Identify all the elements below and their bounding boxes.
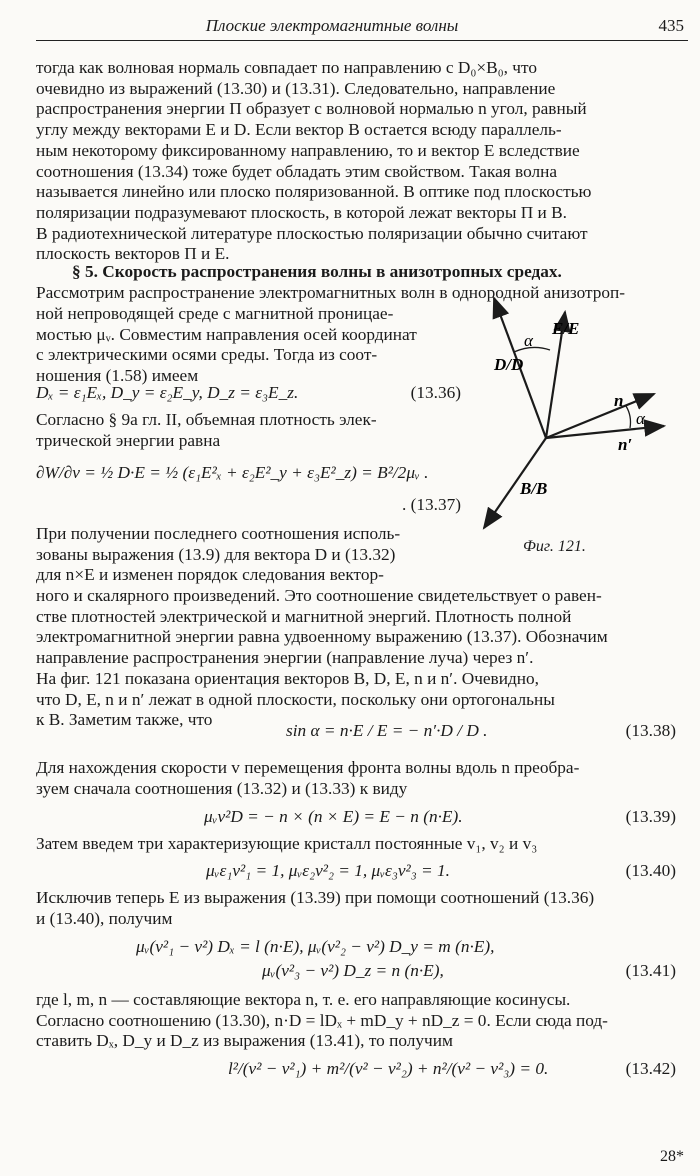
text-line: направление распространения энергии (направление луча) через n′. [36, 648, 534, 668]
text-line: тогда как волновая нормаль совпадает по направлению с D₀×B₀, что [36, 58, 537, 77]
text-line: Затем введем три характеризующие кристалл постоянные v₁, v₂ и v₃ [36, 834, 538, 853]
paragraph-energy-equality [36, 586, 688, 731]
page-number: 435 [658, 16, 684, 35]
equation-13-37 [36, 462, 461, 484]
label-B: B/B [520, 479, 548, 498]
running-title: Плоские электромагнитные волны [205, 16, 459, 35]
equation-body: Dₓ = ε₁Eₓ, D_y = ε₂E_y, D_z = ε₃E_z. [36, 383, 299, 402]
text-line: ношения (1.58) имеем [36, 366, 199, 386]
label-alpha-top: α [524, 331, 533, 350]
text-line: где l, m, n — составляющие вектора n, т. е. его направляющие косинусы. [36, 990, 571, 1009]
equation-number: (13.41) [625, 961, 676, 980]
vector-n-prime-arrow [546, 426, 664, 438]
equation-body: ∂W/∂v = ½ D·E = ½ (ε₁E²ₓ + ε₂E²_y + ε₃E²_z) = B²/2μᵥ . [36, 463, 429, 482]
angle-arc-right [626, 406, 631, 428]
equation-number: (13.42) [625, 1059, 676, 1078]
text-line: электромагнитной энергии равна удвоенному выражению (13.37). Обозначим [36, 627, 608, 647]
section-title: § 5. Скорость распространения волны в анизотропных средах. [72, 262, 562, 281]
paragraph-energy-density [36, 410, 461, 451]
paragraph-anisotropic [36, 304, 461, 387]
label-n: n [614, 391, 624, 410]
text-line: поляризации подразумевают плоскость, в которой лежат векторы П и B. [36, 202, 567, 222]
text-line: и (13.40), получим [36, 908, 173, 928]
label-n-prime: n′ [618, 435, 633, 454]
equation-body: μᵥ(v²₃ − v²) D_z = n (n·E), [262, 961, 444, 980]
text-line: Рассмотрим распространение электромагнитных волн в однородной анизотроп- [36, 283, 626, 302]
equation-number: (13.40) [625, 861, 676, 880]
vector-diagram [458, 290, 688, 550]
text-line: Согласно § 9а гл. II, объемная плотность элек- [36, 410, 377, 429]
paragraph-polarization [36, 58, 688, 265]
text-line: мостью μᵥ. Совместим направления осей координат [36, 324, 417, 344]
equation-13-36 [36, 382, 461, 404]
text-line: ставить Dₓ, D_y и D_z из выражения (13.41), то получим [36, 1031, 453, 1051]
paragraph-constants [36, 834, 688, 855]
figure-caption: Фиг. 121. [523, 538, 586, 555]
equation-number: (13.39) [625, 807, 676, 826]
equation-body: l²/(v² − v²₁) + m²/(v² − v²₂) + n²/(v² − v²₃) = 0. [228, 1059, 549, 1078]
equation-body: sin α = n·E / E = − n′·D / D . [286, 721, 488, 740]
text-line: что D, E, n и n′ лежат в одной плоскости, поскольку они ортогональны [36, 689, 555, 709]
label-D: D/D [494, 355, 524, 374]
text-line: Согласно соотношению (13.30), n·D = lDₓ + mD_y + nD_z = 0. Если сюда под- [36, 1010, 608, 1030]
text-line: к B. Заметим также, что [36, 710, 213, 730]
equation-body: μᵥ(v²₁ − v²) Dₓ = l (n·E), μᵥ(v²₂ − v²) D_y = m (n·E), [136, 937, 495, 956]
equation-body: μᵥv²D = − n × (n × E) = E − n (n·E). [204, 807, 463, 826]
text-line: для n×E и изменен порядок следования вектор- [36, 565, 384, 585]
text-line: называется линейно или плоско поляризованной. В оптике под плоскостью [36, 182, 592, 202]
text-line: очевидно из выражений (13.30) и (13.31). Следовательно, направление [36, 78, 556, 98]
text-line: Исключив теперь E из выражения (13.39) при помощи соотношений (13.36) [36, 888, 595, 907]
equation-body: μᵥε₁v²₁ = 1, μᵥε₂v²₂ = 1, μᵥε₃v²₃ = 1. [206, 861, 450, 880]
equation-number: (13.36) [410, 383, 461, 402]
text-line: соотношения (13.34) тоже будет обладать этим свойством. Такая волна [36, 161, 558, 181]
label-alpha-right: α [636, 409, 645, 428]
text-line: В радиотехнической литературе плоскостью поляризации обычно считают [36, 223, 588, 243]
text-line: плоскость векторов П и E. [36, 244, 230, 264]
equation-number: . (13.37) [401, 495, 461, 514]
paragraph-derivation [36, 524, 461, 586]
text-line: трической энергии равна [36, 430, 221, 450]
equation-number: (13.38) [625, 721, 676, 740]
text-line: ным некоторому фиксированному направлению, то и вектор E вследствие [36, 140, 580, 160]
text-line: зуем сначала соотношения (13.32) и (13.33) к виду [36, 778, 408, 798]
figure-121 [458, 290, 688, 550]
signature-mark: 28* [660, 1148, 684, 1165]
text-line: зованы выражения (13.9) для вектора D и (13.32) [36, 544, 396, 564]
text-line: распространения энергии П образует с волновой нормалью n угол, равный [36, 99, 587, 119]
running-header [36, 14, 688, 41]
text-line: На фиг. 121 показана ориентация векторов B, D, E, n и n′. Очевидно, [36, 668, 539, 688]
paragraph-wave-speed [36, 758, 688, 799]
text-line: Для нахождения скорости v перемещения фронта волны вдоль n преобра- [36, 758, 580, 777]
text-line: ной непроводящей среде с магнитной проницае- [36, 304, 394, 323]
section-heading [36, 262, 688, 283]
text-line: ного и скалярного произведений. Это соотношение свидетельствует о равен- [36, 586, 602, 605]
text-line: При получении последнего соотношения исполь- [36, 524, 401, 543]
text-line: углу между векторами E и D. Если вектор B остается всюду параллель- [36, 120, 562, 140]
paragraph-direction-cosines [36, 990, 688, 1052]
text-line: с электрическими осями среды. Тогда из соот- [36, 345, 378, 365]
label-E: E/E [552, 319, 580, 338]
text-line: стве плотностей электрической и магнитной энергий. Плотность полной [36, 606, 572, 626]
paragraph-eliminate-E [36, 888, 688, 929]
